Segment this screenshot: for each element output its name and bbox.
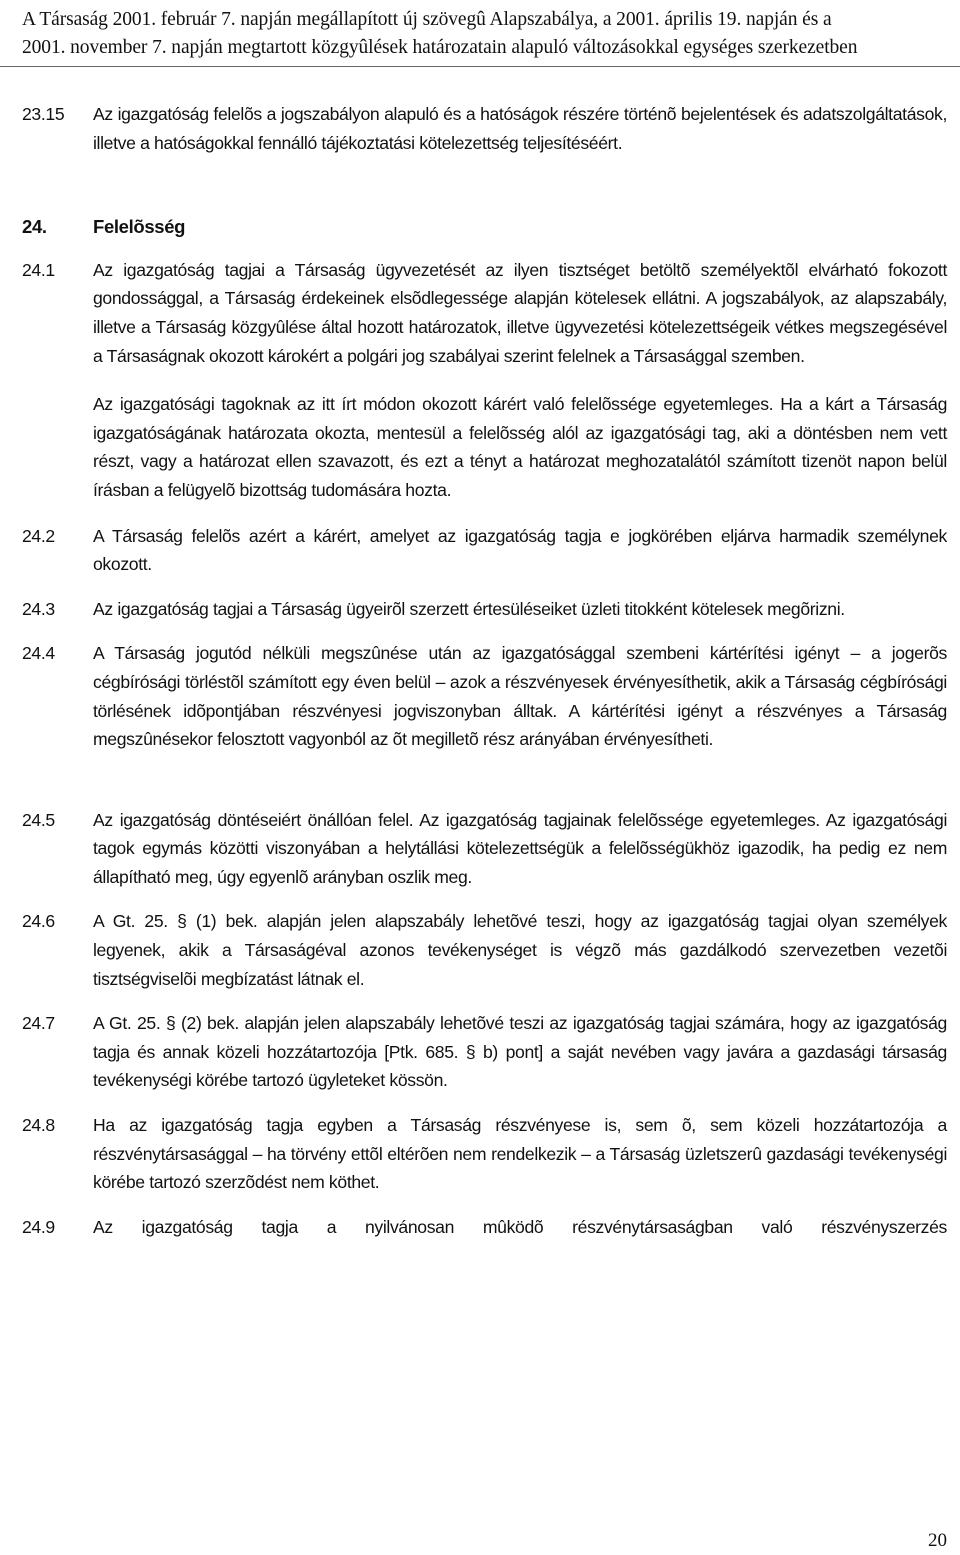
section-number: 23.15 [22, 104, 65, 124]
section-24-2 [0, 522, 960, 579]
section-text: Az igazgatóság felelõs a jogszabályon alapuló és a hatóságok részére történõ bejelentések és adatszolgáltatások, illetve a hatóságokkal fennálló tájékoztatási kötelezettség teljesítéséért. [93, 104, 947, 153]
section-text: A Társaság jogutód nélküli megszûnése után az igazgatósággal szembeni kártérítési igényt – a jogerõs cégbírósági törléstõl számított egy éven belül – azok a részvényesek érvényesíthetik, akik a Társaság cégbírósági törlésének idõpontjában részvényesi jogviszonyban álltak. A kártérítési igényt a részvényes a Társaság megszûnésekor felosztott vagyonból az õt megilletõ rész arányában érvényesítheti. [93, 643, 947, 750]
section-number: 24.3 [22, 598, 55, 619]
page-header [0, 0, 960, 70]
section-text: Az igazgatóság tagjai a Társaság ügyvezetését az ilyen tisztséget betöltõ személyektõl elvárható fokozott gondossággal, a Társaság érdekeinek elsõdlegessége alapján kötelesek ellátni. A jogszabályok, az alapszabály, illetve a Társaság közgyûlése által hozott határozatok, illetve ügyvezetési kötelezettségeik vétkes megszegésével a Társaságnak okozott károkért a polgári jog szabályai szerint felelnek a Társasággal szemben. [93, 259, 947, 366]
section-heading: Felelõsség [93, 216, 186, 238]
section-24-6 [0, 907, 960, 993]
section-24-heading [0, 213, 960, 242]
section-24-8 [0, 1111, 960, 1197]
header-line-2: 2001. november 7. napján megtartott közgyûlések határozatain alapuló változásokkal egységes szerkezetben [22, 37, 858, 58]
section-number: 24.1 [22, 259, 55, 280]
section-23-15 [0, 100, 960, 157]
section-text: Az igazgatóság döntéseiért önállóan felel. Az igazgatóság tagjainak felelõssége egyetemleges. Az igazgatósági tagok egymás közötti viszonyában a helytállási kötelezettségük a felelõsségükhöz igazodik, ha pedig ez nem állapítható meg, úgy egyenlõ arányban oszlik meg. [93, 809, 947, 887]
section-text: A Társaság felelõs azért a kárért, amelyet az igazgatóság tagja e jogkörében eljárva harmadik személynek okozott. [93, 525, 947, 575]
section-number: 24.8 [22, 1115, 55, 1136]
page-number: 20 [928, 1530, 947, 1551]
section-number: 24.2 [22, 525, 55, 546]
header-divider [0, 66, 960, 67]
section-24-7 [0, 1009, 960, 1095]
document-body [0, 100, 960, 1241]
section-number: 24.4 [22, 643, 55, 664]
section-text: Az igazgatóság tagjai a Társaság ügyeirõl szerzett értesüléseiket üzleti titokként kötelesek megõrizni. [93, 598, 845, 619]
section-24-3 [0, 595, 960, 624]
section-text: A Gt. 25. § (1) bek. alapján jelen alapszabály lehetõvé teszi, hogy az igazgatóság tagjai olyan személyek legyenek, akik a Társaságéval azonos tevékenységet is végzõ más gazdálkodó szervezetben vezetõi tisztségviselõi megbízatást látnak el. [93, 911, 947, 989]
header-line-1: A Társaság 2001. február 7. napján megállapított új szövegû Alapszabálya, a 2001. április 19. napján és a [22, 9, 832, 30]
section-text: Az igazgatóság tagja a nyilvánosan mûködõ részvénytársaságban való részvényszerzés [93, 1216, 947, 1237]
section-number: 24.9 [22, 1216, 55, 1237]
section-text: Ha az igazgatóság tagja egyben a Társaság részvényese is, sem õ, sem közeli hozzátartozója a részvénytársasággal – ha törvény ettõl eltérõen nem rendelkezik – a Társaság üzletszerû gazdasági tevékenységi körébe tartozó szerzõdést nem köthet. [93, 1115, 947, 1193]
section-24-4 [0, 639, 960, 753]
section-number: 24.7 [22, 1013, 55, 1034]
section-number: 24. [22, 216, 47, 238]
section-text: A Gt. 25. § (2) bek. alapján jelen alapszabály lehetõvé teszi az igazgatóság tagjai számára, hogy az igazgatóság tagja és annak közeli hozzátartozója [Ptk. 685. § b) pont] a saját nevében vagy javára a gazdasági társaság tevékenységi körébe tartozó ügyleteket kössön. [93, 1013, 947, 1091]
section-number: 24.5 [22, 809, 55, 830]
section-24-5 [0, 806, 960, 892]
section-number: 24.6 [22, 911, 55, 932]
section-24-1 [0, 256, 960, 505]
section-24-9 [0, 1213, 960, 1242]
section-text-continued: Az igazgatósági tagoknak az itt írt módon okozott kárért való felelõssége egyetemleges. Ha a kárt a Társaság igazgatóságának határozata okozta, mentesül a felelõsség alól az igazgatósági tag, aki a döntésben nem vett részt, vagy a határozat ellen szavazott, és ezt a tényt a határozat meghozatalától számított tizenöt napon belül írásban a felügyelõ bizottság tudomására hozta. [93, 394, 947, 500]
